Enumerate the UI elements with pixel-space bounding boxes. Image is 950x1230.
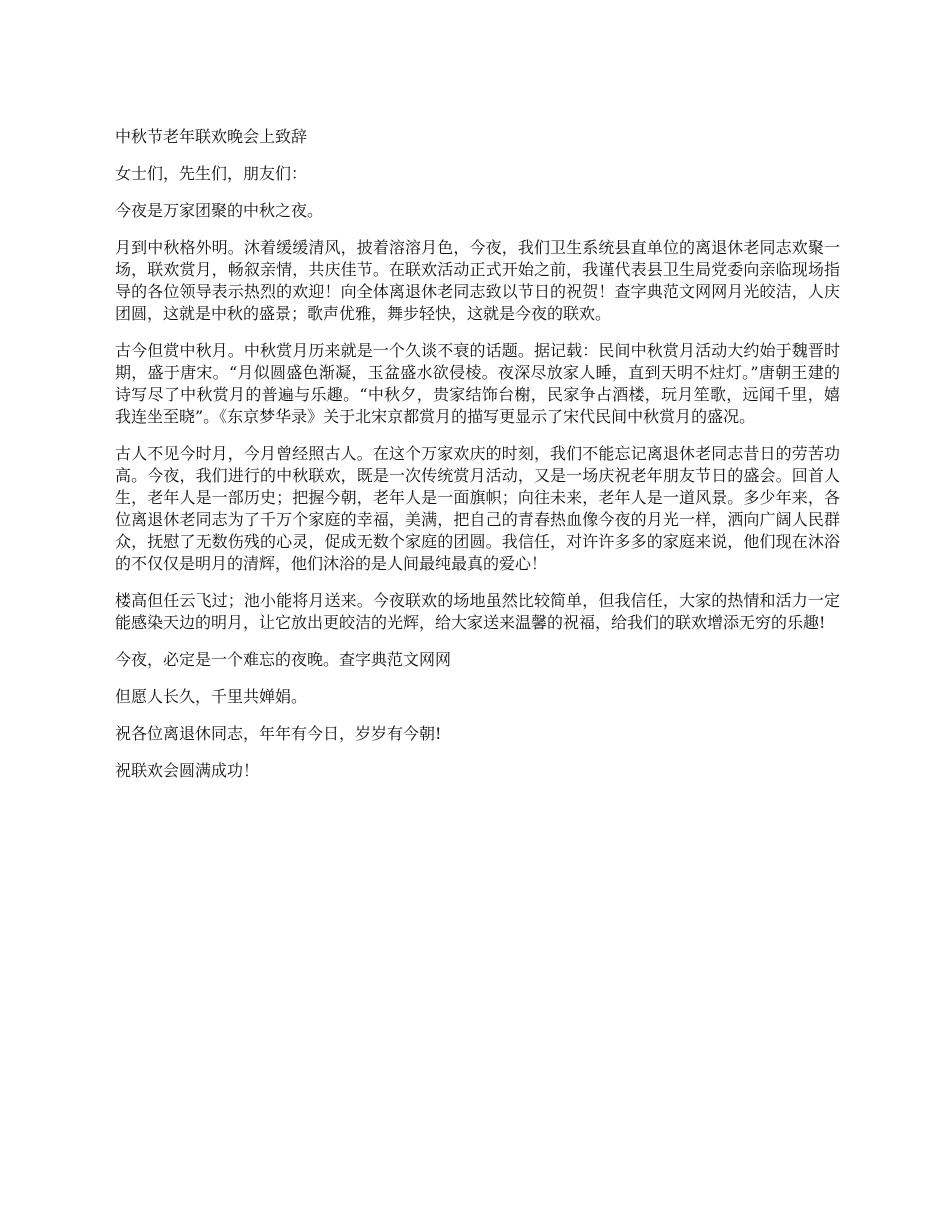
closing-line: 祝联欢会圆满成功！ xyxy=(115,761,260,780)
document-page xyxy=(115,126,840,797)
document-title: 中秋节老年联欢晚会上致辞 xyxy=(115,127,308,146)
paragraph-3: 古今但赏中秋月。中秋赏月历来就是一个久谈不衰的话题。据记载：民间中秋赏月活动大约始于魏晋时期，盛于唐宋。“月似圆盛色渐凝，玉盆盛水欲侵棱。夜深尽放家人睡，直到天明不炷灯。”唐朝王建的诗写尽了中秋赏月的普遍与乐趣。“中秋夕，贵家结饰台榭，民家争占酒楼，玩月笙歌，远闻千里，嬉我连坐至晓”。《东京梦华录》关于北宋京都赏月的描写更显示了宋代民间中秋赏月的盛况。 xyxy=(115,341,840,426)
salutation: 女士们，先生们，朋友们： xyxy=(115,164,308,183)
paragraph-4: 古人不见今时月，今月曾经照古人。在这个万家欢庆的时刻，我们不能忘记离退休老同志昔日的劳苦功高。今夜，我们进行的中秋联欢，既是一次传统赏月活动，又是一场庆祝老年朋友节日的盛会。回首人生，老年人是一部历史；把握今朝，老年人是一面旗帜；向往未来，老年人是一道风景。多少年来，各位离退休老同志为了千万个家庭的幸福，美满，把自己的青春热血像今夜的月光一样，洒向广阔人民群众，抚慰了无数伤残的心灵，促成无数个家庭的团圆。我信任，对许许多多的家庭来说，他们现在沐浴的不仅仅是明月的清辉，他们沐浴的是人间最纯最真的爱心！ xyxy=(115,444,840,573)
paragraph-2: 月到中秋格外明。沐着缓缓清风，披着溶溶月色，今夜，我们卫生系统县直单位的离退休老同志欢聚一场，联欢赏月，畅叙亲情，共庆佳节。在联欢活动正式开始之前，我谨代表县卫生局党委向亲临现场指导的各位领导表示热烈的欢迎！向全体离退休老同志致以节日的祝贺！查字典范文网网月光皎洁，人庆团圆，这就是中秋的盛景；歌声优雅，舞步轻快，这就是今夜的联欢。 xyxy=(115,238,840,323)
paragraph-5: 楼高但任云飞过；池小能将月送来。今夜联欢的场地虽然比较简单，但我信任，大家的热情和活力一定能感染天边的明月，让它放出更皎洁的光辉，给大家送来温馨的祝福，给我们的联欢增添无穷的乐趣! xyxy=(115,591,840,632)
paragraph-1: 今夜是万家团聚的中秋之夜。 xyxy=(115,201,324,220)
paragraph-6: 今夜，必定是一个难忘的夜晚。查字典范文网网 xyxy=(115,650,452,669)
paragraph-8: 祝各位离退休同志，年年有今日，岁岁有今朝! xyxy=(115,724,442,743)
paragraph-7: 但愿人长久，千里共婵娟。 xyxy=(115,687,308,706)
